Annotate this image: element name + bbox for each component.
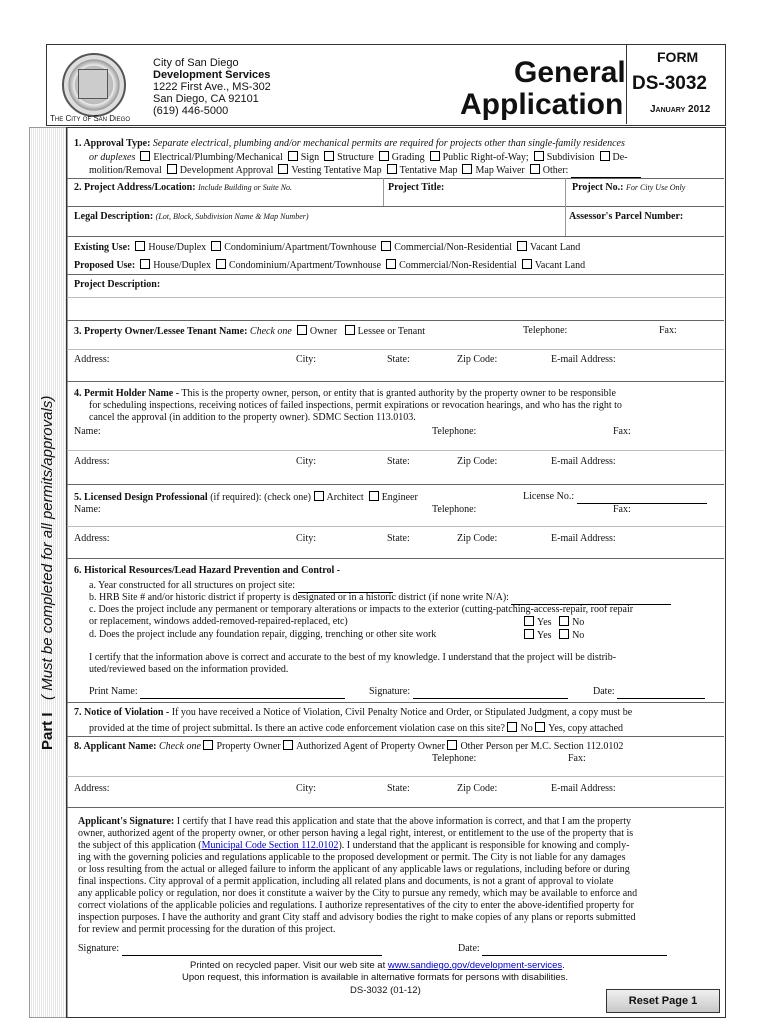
checkbox-pr-comm[interactable] bbox=[386, 259, 396, 269]
title-application: Application bbox=[460, 88, 624, 121]
seal-caption: The City of San Diego bbox=[50, 114, 131, 123]
divider bbox=[67, 558, 724, 559]
divider bbox=[67, 702, 724, 703]
s3-city: City: bbox=[296, 354, 317, 365]
s3-email: E-mail Address: bbox=[551, 354, 616, 365]
final-signature bbox=[78, 943, 382, 956]
checkbox-engineer[interactable] bbox=[369, 491, 379, 501]
s6-d-options bbox=[524, 629, 584, 642]
legal-desc-label bbox=[74, 211, 309, 223]
checkbox-d-no[interactable] bbox=[559, 629, 569, 639]
lic-label: License No.: bbox=[523, 491, 575, 502]
divider bbox=[565, 206, 566, 236]
s5-row bbox=[74, 491, 418, 504]
s8-email: E-mail Address: bbox=[551, 783, 616, 794]
ex-house: House/Duplex bbox=[148, 242, 207, 253]
checkbox-other[interactable] bbox=[530, 164, 540, 174]
s7-yes: Yes, copy attached bbox=[548, 723, 624, 734]
s6-d: d. Does the project include any foundation repair, digging, trenching or other site work bbox=[89, 629, 437, 640]
date-label: Date: bbox=[593, 686, 615, 697]
checkbox-applicant-other[interactable] bbox=[447, 740, 457, 750]
s6-cert1: I certify that the information above is correct and accurate to the best of my knowledge. I understand that the project will be distrib- bbox=[89, 652, 617, 663]
projno: Project No.: bbox=[572, 182, 624, 193]
divider bbox=[67, 236, 724, 237]
s5-arch: Architect bbox=[326, 492, 364, 503]
c-yes: Yes bbox=[537, 617, 552, 628]
s6-date bbox=[593, 686, 705, 699]
checkbox-applicant-agent[interactable] bbox=[283, 740, 293, 750]
s3-fax: Fax: bbox=[659, 325, 677, 336]
footer-l1b: . bbox=[562, 960, 565, 971]
city-seal-icon bbox=[62, 53, 126, 117]
reset-page-button[interactable]: Reset Page 1 bbox=[606, 989, 720, 1013]
applicant-signature-block bbox=[78, 816, 720, 936]
checkbox-lessee[interactable] bbox=[345, 325, 355, 335]
s8-o1: Property Owner bbox=[216, 741, 281, 752]
checkbox-dev-approval[interactable] bbox=[167, 164, 177, 174]
divider bbox=[67, 349, 724, 350]
form-code: DS-3032 (01-12) bbox=[350, 985, 421, 996]
s4-p1: This is the property owner, person, or entity that is granted authority by the property owner to be responsible bbox=[181, 388, 616, 399]
sigblock-l3a: the subject of this application ( bbox=[78, 840, 202, 851]
checkbox-ex-vacant[interactable] bbox=[517, 241, 527, 251]
s8-state: State: bbox=[387, 783, 410, 794]
checkbox-subdivision[interactable] bbox=[534, 151, 544, 161]
part-note: ( Must be completed for all permits/approvals) bbox=[39, 395, 56, 700]
sigblock-l1: I certify that I have read this application and state that the above information is correct, and that I am the property bbox=[176, 816, 632, 827]
opt-grading: Grading bbox=[391, 152, 425, 163]
checkbox-c-no[interactable] bbox=[559, 616, 569, 626]
divider bbox=[67, 484, 724, 485]
checkbox-sign[interactable] bbox=[288, 151, 298, 161]
sigblock-l6: final inspections. City approval of a permit application, including all related plans and documents, is not a grant of approval to violate bbox=[78, 876, 614, 887]
s7-label: 7. Notice of Violation - bbox=[74, 707, 170, 718]
opt-other: Other: bbox=[542, 165, 569, 176]
checkbox-ex-comm[interactable] bbox=[381, 241, 391, 251]
divider bbox=[67, 450, 724, 451]
s5-address: Address: bbox=[74, 533, 110, 544]
s6-signature bbox=[369, 686, 568, 699]
s4-telephone: Telephone: bbox=[432, 426, 477, 437]
divider bbox=[67, 320, 724, 321]
divider bbox=[67, 297, 724, 298]
s6-c1: c. Does the project include any permanent or temporary alterations or impacts to the exterior (cutting-patching-access-repair, roof repair bbox=[89, 604, 634, 615]
pr-vacant: Vacant Land bbox=[534, 260, 586, 271]
s7-p2: provided at the time of project submittal. Is there an active code enforcement violation case on this site? bbox=[89, 723, 505, 734]
s3-lessee: Lessee or Tenant bbox=[357, 326, 425, 337]
approval-type-label: 1. Approval Type: bbox=[74, 138, 151, 149]
s4-line3: cancel the approval (in addition to the property owner). SDMC Section 113.0103. bbox=[89, 412, 416, 423]
sigblock-l2: owner, authorized agent of the property owner, or other person having a legal right, interest, or entitlement to the use of the property that is bbox=[78, 828, 634, 839]
divider bbox=[67, 206, 724, 207]
sigblock-l10: for review and permit processing for the duration of this project. bbox=[78, 924, 336, 935]
s4-state: State: bbox=[387, 456, 410, 467]
checkbox-violation-no[interactable] bbox=[507, 722, 517, 732]
final-sig-label: Signature: bbox=[78, 943, 120, 954]
existing-label: Existing Use: bbox=[74, 242, 131, 253]
final-date-label: Date: bbox=[458, 943, 480, 954]
c-no: No bbox=[572, 617, 585, 628]
divider bbox=[67, 526, 724, 527]
sigblock-l7: any applicable policy or regulation, nor does it constitute a waiver by the City to pursue any remedy, which may be available to enforce and bbox=[78, 888, 638, 899]
ex-comm: Commercial/Non-Residential bbox=[394, 242, 513, 253]
s4-city: City: bbox=[296, 456, 317, 467]
opt-demolition-cont: molition/Removal bbox=[89, 165, 162, 176]
form-number: DS-3032 bbox=[632, 73, 707, 94]
s5-eng: Engineer bbox=[381, 492, 418, 503]
s3-owner: Owner bbox=[309, 326, 338, 337]
pr-comm: Commercial/Non-Residential bbox=[399, 260, 517, 271]
phone-number: (619) 446-5000 bbox=[153, 105, 229, 117]
proposed-use-row bbox=[74, 259, 585, 272]
s4-email: E-mail Address: bbox=[551, 456, 616, 467]
department-name: Development Services bbox=[153, 69, 271, 81]
s8-address: Address: bbox=[74, 783, 110, 794]
s6-label: 6. Historical Resources/Lead Hazard Prevention and Control - bbox=[74, 565, 341, 576]
s4-line2: for scheduling inspections, receiving notices of failed inspections, permit expirations or revocation hearings, and who has the right to bbox=[89, 400, 622, 411]
form-label: FORM bbox=[657, 49, 699, 65]
s8-telephone: Telephone: bbox=[432, 753, 477, 764]
checkbox-ex-condo[interactable] bbox=[211, 241, 221, 251]
ex-vacant: Vacant Land bbox=[530, 242, 581, 253]
final-signature-input[interactable] bbox=[122, 943, 382, 956]
header-divider bbox=[626, 44, 627, 124]
s7-no: No bbox=[520, 723, 533, 734]
d-no: No bbox=[572, 630, 585, 641]
checkbox-ex-house[interactable] bbox=[135, 241, 145, 251]
checkbox-applicant-owner[interactable] bbox=[203, 740, 213, 750]
sigblock-l8: correct violations of the applicable policies and regulations. I authorize representatives of the city to enter the above-identified property for bbox=[78, 900, 634, 911]
other-input[interactable] bbox=[571, 165, 641, 178]
form-date: January 2012 bbox=[650, 104, 711, 115]
divider bbox=[67, 381, 724, 382]
project-title-label: Project Title: bbox=[388, 182, 445, 193]
s4-name: Name: bbox=[74, 426, 101, 437]
checkbox-vtm[interactable] bbox=[278, 164, 288, 174]
approval-type-intro: Separate electrical, plumbing and/or mechanical permits are required for projects other than single-family residences bbox=[152, 138, 625, 149]
s6-signature-input[interactable] bbox=[413, 686, 568, 699]
checkbox-structure[interactable] bbox=[324, 151, 334, 161]
approval-type-row2 bbox=[89, 151, 628, 164]
pr-condo: Condominium/Apartment/Townhouse bbox=[228, 260, 382, 271]
address-line-1: 1222 First Ave., MS-302 bbox=[153, 81, 271, 93]
checkbox-epm[interactable] bbox=[140, 151, 150, 161]
s8-check: Check one bbox=[159, 741, 201, 752]
city-name: City of San Diego bbox=[153, 57, 239, 69]
opt-structure: Structure bbox=[337, 152, 374, 163]
s4-address: Address: bbox=[74, 456, 110, 467]
divider bbox=[383, 178, 384, 206]
s4-line1 bbox=[74, 388, 616, 400]
s3-address: Address: bbox=[74, 354, 110, 365]
proposed-label: Proposed Use: bbox=[74, 260, 136, 271]
opt-tm: Tentative Map bbox=[399, 165, 458, 176]
project-description-label: Project Description: bbox=[74, 279, 161, 290]
s5-telephone: Telephone: bbox=[432, 504, 477, 515]
divider bbox=[67, 736, 724, 737]
checkbox-map-waiver[interactable] bbox=[462, 164, 472, 174]
checkbox-violation-yes[interactable] bbox=[535, 722, 545, 732]
s6-c-options bbox=[524, 616, 584, 629]
checkbox-d-yes[interactable] bbox=[524, 629, 534, 639]
s6-a-text: a. Year constructed for all structures on project site: bbox=[89, 580, 296, 591]
s5-fax: Fax: bbox=[613, 504, 631, 515]
pr-house: House/Duplex bbox=[153, 260, 211, 271]
sigblock-l3b: ). I understand that the applicant is responsible for knowing and comply- bbox=[338, 840, 630, 851]
checkbox-pr-house[interactable] bbox=[140, 259, 150, 269]
print-label: Print Name: bbox=[89, 686, 138, 697]
final-date bbox=[458, 943, 667, 956]
s7-line1 bbox=[74, 707, 632, 719]
s4-zip: Zip Code: bbox=[457, 456, 498, 467]
s7-line2 bbox=[89, 722, 623, 735]
title-general: General bbox=[514, 56, 626, 89]
final-date-input[interactable] bbox=[482, 943, 667, 956]
s3-check: Check one bbox=[249, 326, 292, 337]
license-input[interactable] bbox=[577, 491, 707, 504]
s4-label: 4. Permit Holder Name - bbox=[74, 388, 180, 399]
checkbox-grading[interactable] bbox=[379, 151, 389, 161]
s5-state: State: bbox=[387, 533, 410, 544]
checkbox-architect[interactable] bbox=[314, 491, 324, 501]
s8-o2: Authorized Agent of Property Owner bbox=[296, 741, 445, 752]
s5-email: E-mail Address: bbox=[551, 533, 616, 544]
dsd-website-link[interactable]: www.sandiego.gov/development-services bbox=[387, 960, 563, 971]
s3-state: State: bbox=[387, 354, 410, 365]
approval-type-row1 bbox=[74, 138, 625, 150]
ex-condo: Condominium/Apartment/Townhouse bbox=[224, 242, 377, 253]
divider bbox=[67, 274, 724, 275]
sigblock-label: Applicant's Signature: bbox=[78, 816, 175, 827]
s8-row bbox=[74, 740, 623, 753]
divider bbox=[67, 776, 724, 777]
legal-label: Legal Description: bbox=[74, 211, 154, 222]
opt-vtm: Vesting Tentative Map bbox=[291, 165, 382, 176]
projno-hint: For City Use Only bbox=[625, 183, 686, 192]
license-no bbox=[523, 491, 707, 504]
sigblock-l5: or loss resulting from the actual or alleged failure to inform the applicant of any applicable laws or regulations, including before or during bbox=[78, 864, 630, 875]
opt-subdivision: Subdivision bbox=[546, 152, 595, 163]
footer-l1a: Printed on recycled paper. Visit our web site at bbox=[190, 960, 388, 971]
address-line-2: San Diego, CA 92101 bbox=[153, 93, 259, 105]
opt-map-waiver: Map Waiver bbox=[475, 165, 525, 176]
municipal-code-link[interactable]: Municipal Code Section 112.0102 bbox=[201, 840, 339, 851]
s7-p1: If you have received a Notice of Violation, Civil Penalty Notice and Order, or Stipulated Judgment, a copy must be bbox=[171, 707, 633, 718]
footer-line1 bbox=[190, 960, 565, 972]
checkbox-pr-condo[interactable] bbox=[216, 259, 226, 269]
s8-zip: Zip Code: bbox=[457, 783, 498, 794]
s6-cert2: uted/reviewed based on the information provided. bbox=[89, 664, 289, 675]
s6-print-name bbox=[89, 686, 345, 699]
approval-type-row3 bbox=[89, 164, 641, 178]
s4-fax: Fax: bbox=[613, 426, 631, 437]
divider bbox=[565, 178, 566, 206]
part-label: Part I bbox=[39, 712, 56, 750]
d-yes: Yes bbox=[537, 630, 552, 641]
existing-use-row bbox=[74, 241, 580, 254]
checkbox-demolition[interactable] bbox=[600, 151, 610, 161]
sig-label: Signature: bbox=[369, 686, 411, 697]
s6-b-text: b. HRB Site # and/or historic district if property is designated or in a historic district (if none write N/A): bbox=[89, 592, 509, 603]
s8-city: City: bbox=[296, 783, 317, 794]
s3-zip: Zip Code: bbox=[457, 354, 498, 365]
s6-c2: or replacement, windows added-removed-repaired-replaced, etc) bbox=[89, 616, 348, 627]
sigblock-l9: inspection purposes. I have the authority and grant City staff and advisory bodies the right to make copies of any plans or reports submitted bbox=[78, 912, 636, 923]
s5-label: 5. Licensed Design Professional bbox=[74, 492, 208, 503]
opt-dev-approval: Development Approval bbox=[179, 165, 274, 176]
footer-line2: Upon request, this information is available in alternative formats for persons with disabilities. bbox=[182, 972, 568, 983]
s5-zip: Zip Code: bbox=[457, 533, 498, 544]
opt-sign: Sign bbox=[300, 152, 320, 163]
s2-hint: Include Building or Suite No. bbox=[198, 183, 293, 192]
divider bbox=[67, 807, 724, 808]
s6-date-input[interactable] bbox=[617, 686, 705, 699]
checkbox-c-yes[interactable] bbox=[524, 616, 534, 626]
s5-city: City: bbox=[296, 533, 317, 544]
checkbox-row[interactable] bbox=[430, 151, 440, 161]
print-name-input[interactable] bbox=[140, 686, 345, 699]
checkbox-tm[interactable] bbox=[387, 164, 397, 174]
checkbox-pr-vacant[interactable] bbox=[522, 259, 532, 269]
s8-o3: Other Person per M.C. Section 112.0102 bbox=[460, 741, 624, 752]
checkbox-owner[interactable] bbox=[297, 325, 307, 335]
project-no-label bbox=[572, 182, 685, 194]
legal-hint: (Lot, Block, Subdivision Name & Map Number) bbox=[155, 212, 309, 221]
s5-req: (if required): (check one) bbox=[210, 492, 311, 503]
apn-label: Assessor's Parcel Number: bbox=[569, 211, 684, 222]
opt-demolition: De- bbox=[612, 152, 628, 163]
project-address-label bbox=[74, 182, 292, 194]
s5-name: Name: bbox=[74, 504, 101, 515]
opt-epm: Electrical/Plumbing/Mechanical bbox=[153, 152, 283, 163]
approval-type-intro2: or duplexes bbox=[89, 152, 136, 163]
s3-label: 3. Property Owner/Lessee Tenant Name: bbox=[74, 326, 248, 337]
opt-row: Public Right-of-Way; bbox=[442, 152, 529, 163]
s8-fax: Fax: bbox=[568, 753, 586, 764]
sigblock-l4: ing with the governing policies and regulations applicable to the proposed development or permit. The City is not liable for any damages bbox=[78, 852, 626, 863]
s2-label: 2. Project Address/Location: bbox=[74, 182, 196, 193]
divider bbox=[67, 178, 724, 179]
owner-row bbox=[74, 325, 425, 338]
s8-label: 8. Applicant Name: bbox=[74, 741, 157, 752]
s3-telephone: Telephone: bbox=[523, 325, 568, 336]
